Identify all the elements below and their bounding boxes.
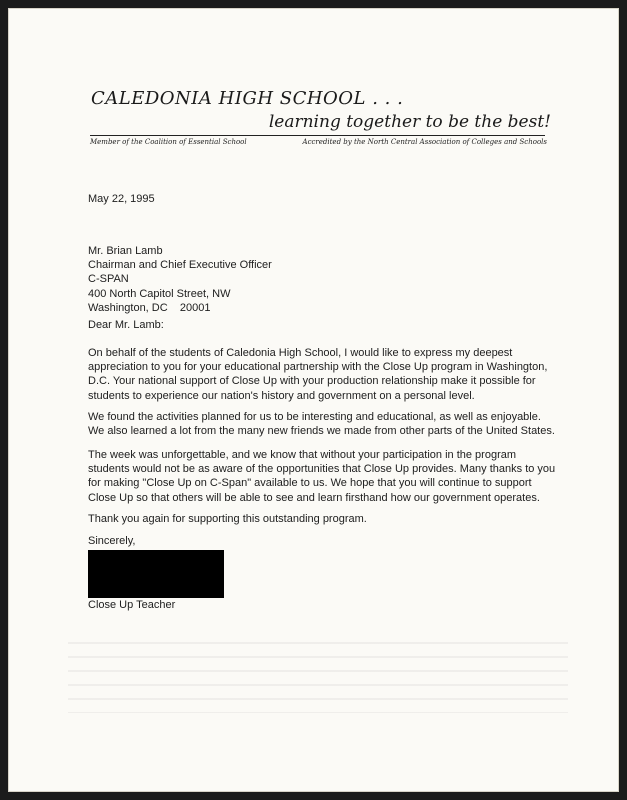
closing: Sincerely,: [88, 535, 136, 547]
show-through-texture: [68, 633, 568, 713]
member-note: Member of the Coalition of Essential School: [90, 138, 247, 146]
letter-page: [8, 8, 619, 792]
recipient-street: 400 North Capitol Street, NW: [88, 287, 231, 300]
recipient-city: Washington, DC 20001: [88, 301, 211, 314]
recipient-title: Chairman and Chief Executive Officer: [88, 259, 272, 272]
letterhead-divider: [90, 135, 545, 136]
redacted-signature: [88, 550, 224, 598]
recipient-organization: C-SPAN: [88, 273, 129, 286]
recipient-name: Mr. Brian Lamb: [88, 245, 163, 257]
accreditation-note: Accredited by the North Central Association of Colleges and Schools: [302, 138, 547, 146]
school-name: CALEDONIA HIGH SCHOOL . . .: [91, 88, 404, 109]
letter-paragraph: Thank you again for supporting this outstanding program.: [88, 513, 367, 525]
letter-paragraph: On behalf of the students of Caledonia High School, I would like to express my deepest appreciation to you for your educational partnership with the Close Up program in Washington, D.C. Your national support of Close Up with your production relationship make it possible for students to experience our nation's history and government on a personal level.: [88, 347, 548, 402]
letter-date: May 22, 1995: [88, 193, 155, 205]
signer-title: Close Up Teacher: [88, 599, 176, 611]
letter-paragraph: The week was unforgettable, and we know that without your participation in the program students would not be as aware of the opportunities that Close Up provides. Many thanks to you for making "Close Up on C-Span" available to us. We hope that you will continue to support Close Up so that others will be able to see and learn firsthand how our government operates.: [88, 449, 556, 504]
recipient-address: [88, 244, 272, 315]
school-tagline: learning together to be the best!: [268, 112, 551, 132]
salutation: Dear Mr. Lamb:: [88, 319, 164, 331]
letter-paragraph: We found the activities planned for us to be interesting and educational, as well as enjoyable. We also learned a lot from the many new friends we made from other parts of the United States.: [88, 411, 555, 438]
